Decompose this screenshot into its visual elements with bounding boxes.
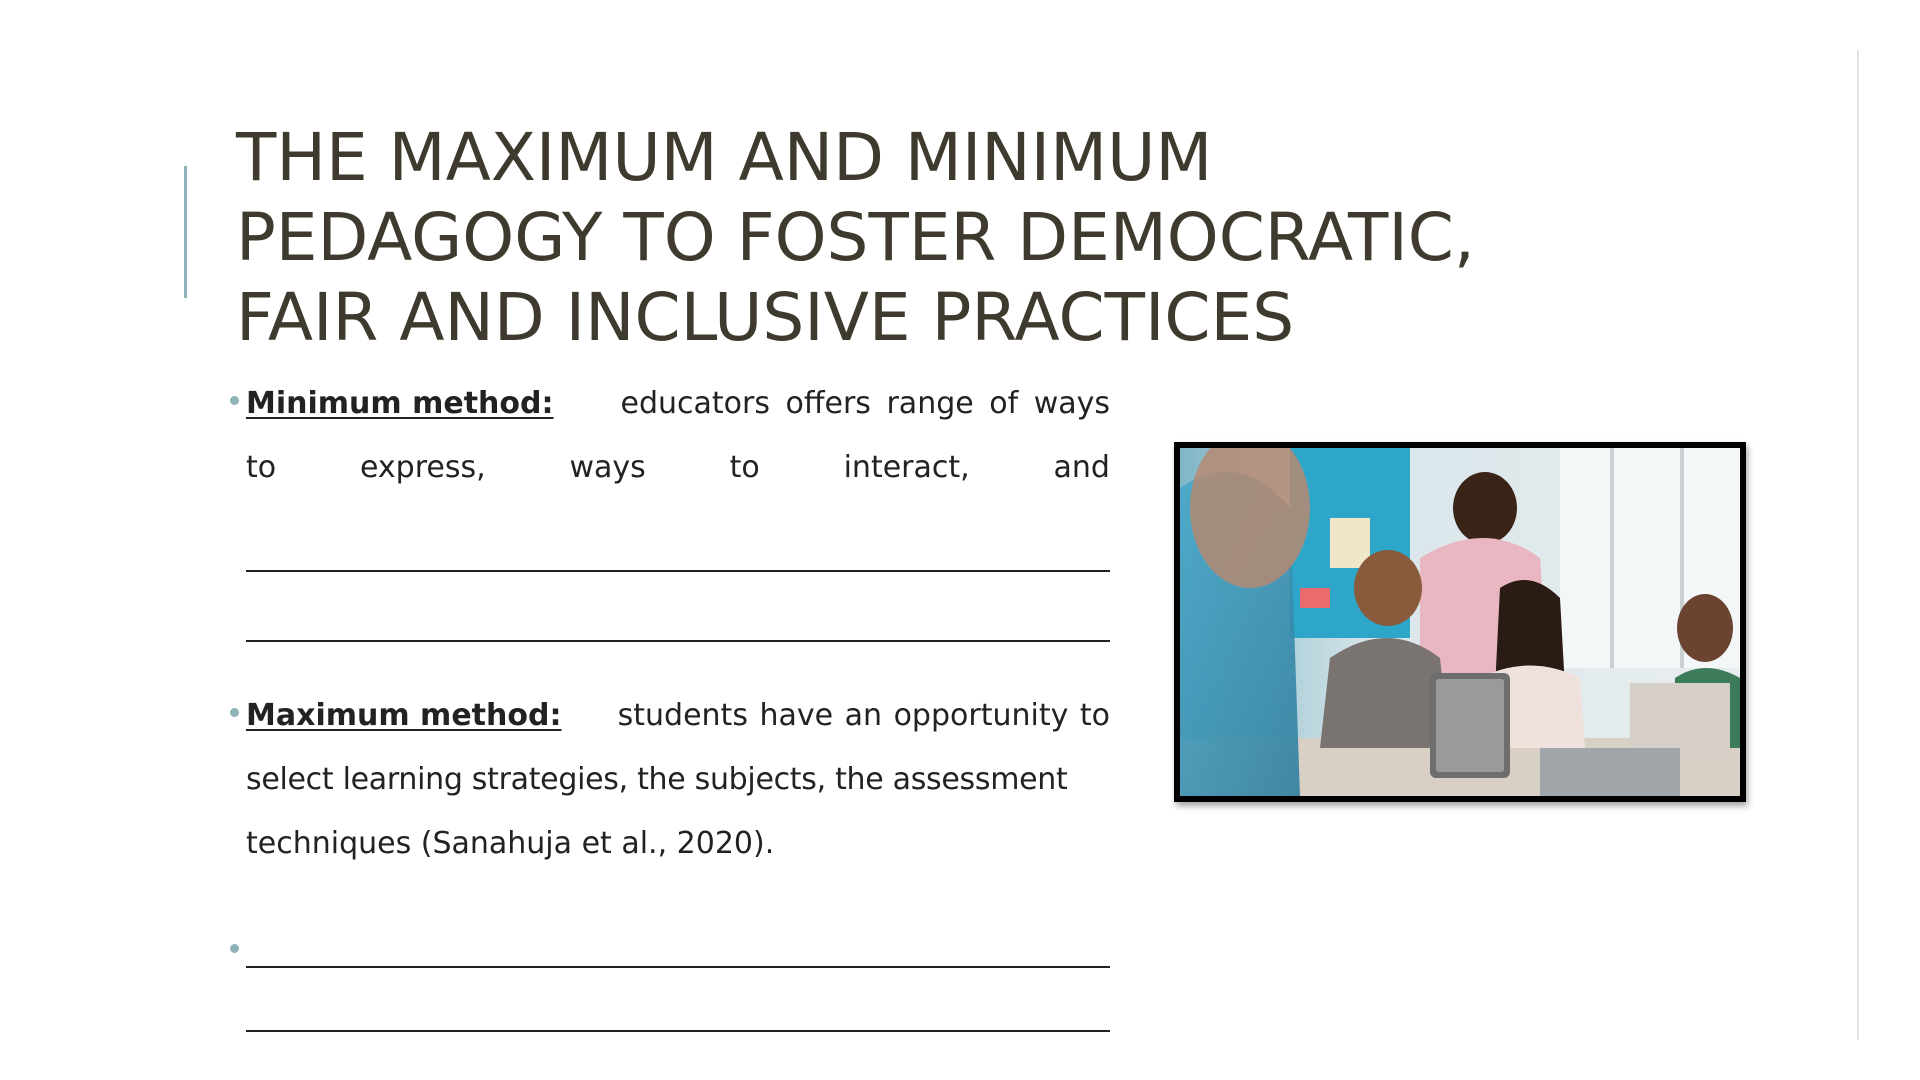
blank-fill-line <box>246 896 1110 968</box>
minimum-word: to <box>246 450 277 485</box>
slide-title <box>236 118 1676 358</box>
classroom-photo <box>1180 448 1740 796</box>
minimum-method-line-1 <box>246 372 1110 436</box>
minimum-word: to <box>729 450 760 485</box>
minimum-word: interact, <box>843 450 970 485</box>
maximum-method-label: Maximum method: <box>246 698 562 733</box>
blank-fill-line <box>246 572 1110 642</box>
slide-body <box>230 372 1110 1032</box>
minimum-word: ways <box>569 450 646 485</box>
bullet-icon <box>230 396 239 405</box>
maximum-method-text: students have an opportunity to <box>617 698 1110 733</box>
blank-bullet-item <box>230 896 1110 1032</box>
maximum-method-item <box>230 684 1110 876</box>
classroom-photo-frame <box>1174 442 1746 802</box>
blank-fill-line <box>246 968 1110 1032</box>
maximum-method-line-1 <box>246 684 1110 748</box>
title-line-1: THE MAXIMUM AND MINIMUM <box>236 119 1213 196</box>
maximum-method-line-2: select learning strategies, the subjects, the assessment <box>246 762 1068 797</box>
minimum-word: express, <box>359 450 486 485</box>
teacher-students-tablets-image <box>1180 448 1740 796</box>
slide-right-border <box>1857 50 1859 1040</box>
title-accent-bar <box>184 166 187 298</box>
title-line-3: FAIR AND INCLUSIVE PRACTICES <box>236 279 1295 356</box>
title-line-2: PEDAGOGY TO FOSTER DEMOCRATIC, <box>236 199 1475 276</box>
minimum-method-label: Minimum method: <box>246 386 554 421</box>
bullet-icon <box>230 944 239 953</box>
maximum-method-line-3: techniques (Sanahuja et al., 2020). <box>246 826 775 861</box>
bullet-icon <box>230 708 239 717</box>
minimum-method-text: educators offers range of ways <box>620 386 1110 421</box>
blank-fill-line <box>246 500 1110 572</box>
minimum-word: and <box>1053 450 1110 485</box>
minimum-method-item <box>230 372 1110 642</box>
minimum-method-line-2 <box>246 436 1110 500</box>
